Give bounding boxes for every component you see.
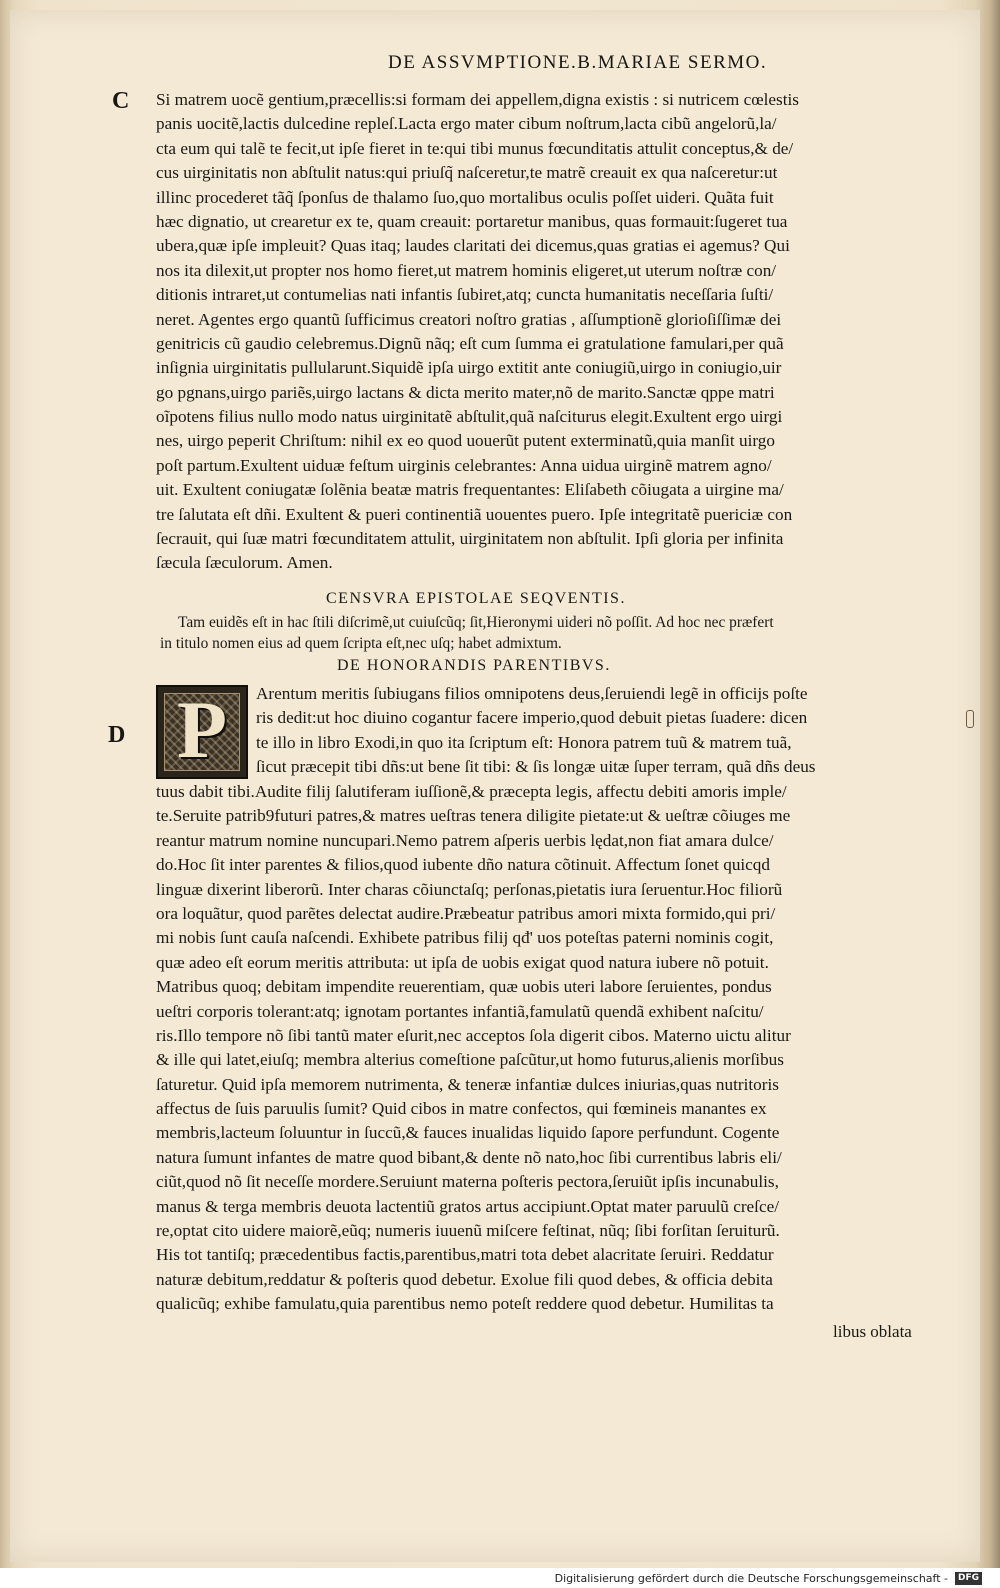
text-line: in titulo nomen eius ad quem ſcripta eſt,nec uſq; habet admixtum. (160, 635, 562, 652)
text-line: neret. Agentes ergo quantũ ſufficimus creatori noſtro gratias , aſſumptionẽ glorioſiſſimæ dei (156, 309, 782, 329)
parentibus-opening-lines (256, 682, 815, 780)
text-line: illinc procederet tãq̃ ſponſus de thalamo ſuo,quo mortalibus oculis poſſet uideri. Quãta fuit (156, 187, 774, 207)
sermon-text-block (156, 88, 926, 576)
text-line: qualicũq; exhibe famulatu,quia parentibus nemo poteſt reddere quod debetur. Humilitas ta (156, 1294, 774, 1314)
section-heading: DE HONORANDIS PARENTIBVS. (337, 657, 611, 674)
page-edge-mark (966, 710, 974, 728)
text-line: naturæ debitum,reddatur & poſteris quod debetur. Exolue fili quod debes, & officia debita (156, 1269, 773, 1289)
text-line: ris.Illo tempore nõ ſibi tantũ mater eſurit,nec acceptos ſola digerit cibos. Materno uictu alitur (156, 1025, 791, 1045)
censura-heading: CENSVRA EPISTOLAE SEQVENTIS. (326, 590, 626, 607)
text-line: ris dedit:ut hoc diuino cogantur facere imperio,quod debuit pietas ſuadere: dicen (256, 708, 808, 728)
text-line: Arentum meritis ſubiugans filios omnipotens deus,ſeruiendi legẽ in officijs poſte (256, 684, 808, 703)
text-line: & ille qui latet,eiuſq; membra alterius comeſtione paſcũtur,ut homo futurus,alienis morſibus (156, 1050, 784, 1070)
text-line: inſignia uirginitatis pullularunt.Siquidẽ ipſa uirgo extitit ante coniugiũ,uirgo in coniugio,uir (156, 358, 782, 378)
decorated-initial (156, 685, 248, 779)
text-line: reantur matrum nomine nuncupari.Nemo patrem aſperis uerbis lędat,non fiat amara dulce/ (156, 830, 774, 850)
text-line: uit. Exultent coniugatæ ſolẽnia beatæ matris frequentantes: Eliſabeth cõiugata a uirgine ma/ (156, 480, 784, 500)
catchword: libus oblata (833, 1322, 912, 1341)
text-line: ciũt,quod nõ ſit neceſſe mordere.Seruiunt materna poſteris pectora,ſeruiũt ipſis incunabulis, (156, 1172, 779, 1192)
margin-letter-d: D (108, 722, 126, 748)
text-line: ſaturetur. Quid ipſa memorem nutrimenta, & teneræ infantiæ dulces iniurias,quas nutritoris (156, 1074, 779, 1094)
text-line: cus uirginitatis non abſtulit natus:qui priuſq̃ naſceretur,te matrẽ creauit ex qua naſceretur:ut (156, 163, 778, 183)
text-line: membris,lacteum ſoluuntur in ſuccũ,& fauces inualidas liquido ſapore perfundunt. Cogente (156, 1123, 780, 1143)
parentibus-text-block (156, 780, 791, 1317)
text-line: poſt partum.Exultent uiduæ feſtum uirginis celebrantes: Anna uidua uirginẽ matrem agno/ (156, 455, 772, 475)
text-line: te illo in libro Exodi,in quo ita ſcriptum eſt: Honora patrem tuũ & matrem tuã, (256, 732, 792, 752)
text-line: hæc dignatio, ut crearetur ex te, quam creauit: portaretur manibus, quas formauit:ſugeret tua (156, 211, 788, 231)
text-line: ueſtri corporis tolerant:atq; ignotam portantes infantiã,famulatũ quendã exhibent naſcitu/ (156, 1001, 764, 1021)
text-line: oĩpotens filius nullo modo natus uirginitatẽ abſtulit,quã naſciturus elegit.Exultent ergo uirgi (156, 407, 783, 427)
text-line: mi nobis ſunt cauſa naſcendi. Exhibete patribus filij qđ' uos poteſtas paterni nominis cogit, (156, 928, 774, 948)
text-line: ſæcula ſæculorum. Amen. (156, 553, 333, 573)
text-line: Matribus quoq; debitam impendite reuerentiam, quæ uobis uteri labore ſeruientes, pondus (156, 977, 772, 997)
text-line: linguæ dixerint liberorũ. Inter charas cõiunctaſq; perſonas,pietatis iura ſeruentur.Hoc filiorũ (156, 879, 783, 899)
text-line: Tam euidẽs eſt in hac ſtili diſcrimẽ,ut cuiuſcũq; ſit,Hieronymi uideri nõ poſſit. Ad hoc nec præfert (178, 614, 774, 631)
text-line: te.Seruite patrib9futuri patres,& matres ueſtras tenera diligite pietate:ut & ueſtræ cõiuges me (156, 806, 791, 826)
text-line: genitricis cũ gaudio celebremus.Dignũ nãq; eſt cum ſumma ei gratulatione famulari,per quã (156, 333, 784, 353)
text-line: ubera,quæ ipſe impleuit? Quas itaq; laudes claritati dei dicemus,quas gratias ei agemus? Qui (156, 236, 790, 256)
text-line: quæ adeo eſt eorum meritis attributa: ut ipſa de uobis exigat quod natura iubere nõ potuit. (156, 952, 769, 972)
text-line: ditionis intraret,ut contumelias nati infantis ſubiret,atq; cuncta humanitatis neceſſaria ſuſti/ (156, 285, 774, 305)
text-line: ſicut præcepit tibi dñs:ut bene ſit tibi: & ſis longæ uitæ ſuper terram, quã dñs deus (256, 757, 816, 777)
text-line: cta eum qui talẽ te fecit,ut ipſe fieret in te:qui tibi munus fœcunditatis attulit conceptus,& de/ (156, 138, 794, 158)
running-head: DE ASSVMPTIONE.B.MARIAE SERMO. (388, 52, 768, 73)
text-line: manus & terga membris deuota lactentiũ gratos artus accipiunt.Optat mater paruulũ creſce/ (156, 1196, 779, 1216)
text-line: nes, uirgo peperit Chriſtum: nihil ex eo quod uouerũt putent exterminatũ,quia manſit uirgo (156, 431, 775, 451)
text-line: panis uocitẽ,lactis dulcedine repleſ.Lacta ergo mater cibum noſtrum,lacta cibũ angelorũ,la/ (156, 114, 777, 134)
initial-letter: P (176, 684, 228, 775)
margin-letter-c: C (112, 88, 130, 114)
text-line: do.Hoc ſit inter parentes & filios,quod iubente dño natura cõtinuit. Affectum ſonet quicqd (156, 855, 770, 875)
text-line: ſecrauit, qui ſuæ matri fœcunditatem attulit, uirginitatem non abſtulit. Ipſi gloria per infinita (156, 529, 784, 549)
text-line: affectus de ſuis paruulis ſumit? Quid cibos in matre confectos, qui fœmineis manantes ex (156, 1099, 767, 1119)
text-line: His tot tantiſq; præcedentibus factis,parentibus,matri tota debet alacritate ſeruiri. Reddatur (156, 1245, 774, 1265)
text-line: re,optat cito uidere maiorẽ,eũq; numeris iuuenũ miſcere feſtinat, nũq; ſibi forſitan ſeruiturũ. (156, 1221, 780, 1241)
text-line: tuus dabit tibi.Audite filij ſalutiferam iuſſionẽ,& præcepta legis, affectu debiti amoris imple/ (156, 782, 787, 801)
text-line: Si matrem uocẽ gentium,præcellis:si formam dei appellem,digna existis : si nutricem cœlestis (156, 90, 799, 109)
text-line: nos ita dilexit,ut propter nos homo fieret,ut matrem hominis eligeret,ut uterum noſtræ con/ (156, 260, 777, 280)
censura-text-block (160, 612, 774, 654)
text-line: go pgnans,uirgo pariẽs,uirgo lactans & dicta merito mater,nõ de marito.Sanctæ qppe matri (156, 382, 775, 402)
text-line: tre ſalutata eſt dñi. Exultent & pueri continentiã uouentes puero. Ipſe integritatẽ puericiæ con (156, 504, 793, 524)
dfg-logo: DFG (955, 1572, 982, 1585)
text-line: ora loquãtur, quod parẽtes delectat audire.Præbeatur patribus amori mixta formido,qui pri/ (156, 903, 776, 923)
digitization-credit: Digitalisierung gefördert durch die Deutsche Forschungsgemeinschaft - (554, 1572, 948, 1585)
text-line: natura ſumunt infantes de matre quod bibant,& dente nõ nato,hoc ſibi currentibus labris eli/ (156, 1147, 782, 1167)
